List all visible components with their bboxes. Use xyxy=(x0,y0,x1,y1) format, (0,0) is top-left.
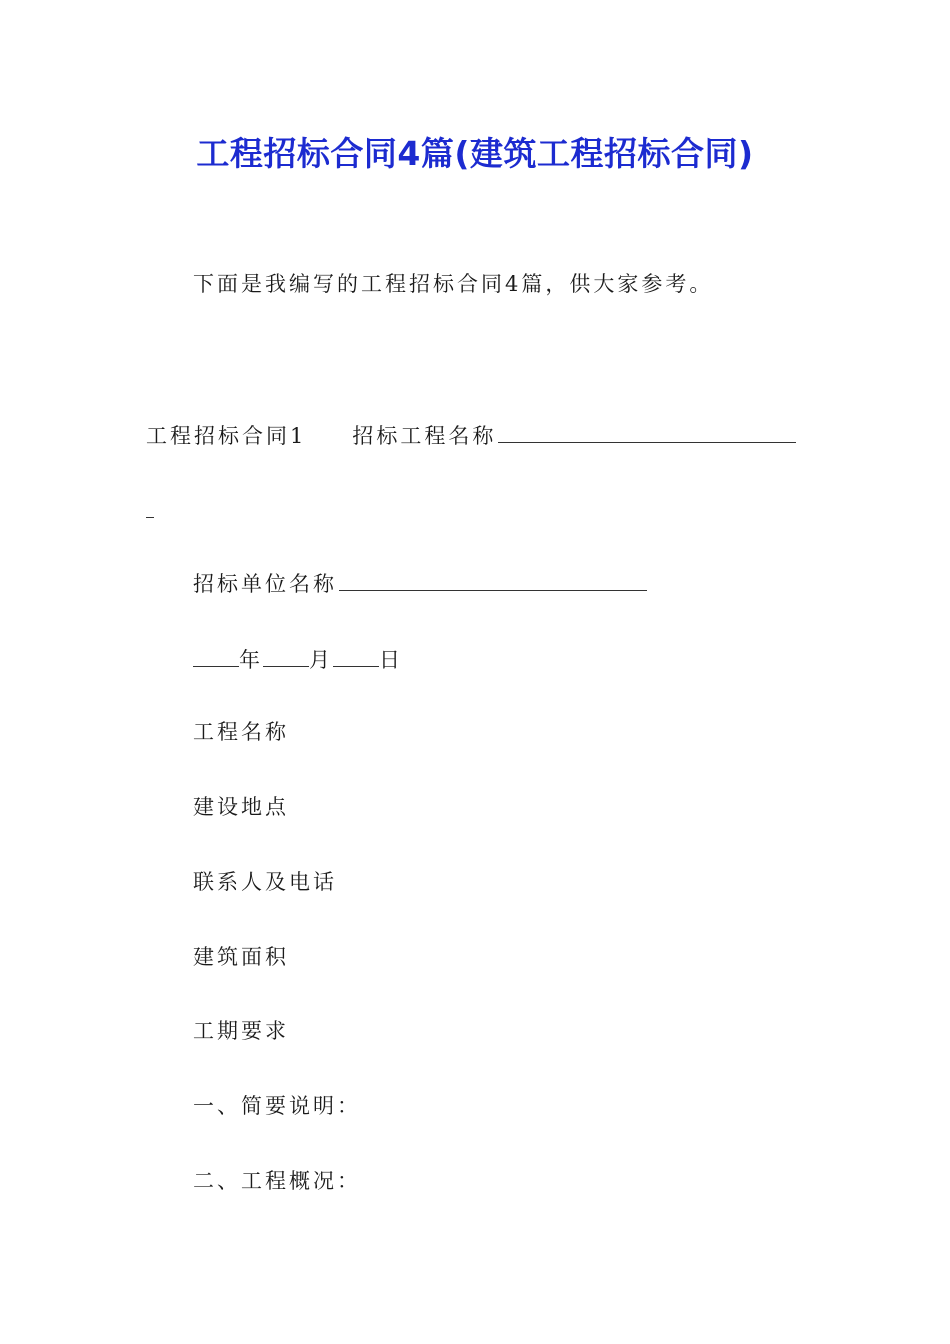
intro-paragraph: 下面是我编写的工程招标合同4篇，供大家参考。 xyxy=(193,272,714,296)
day-blank xyxy=(333,644,379,667)
year-blank xyxy=(193,644,239,667)
field-project-name: 工程名称 xyxy=(193,720,289,744)
field-floor-area: 建筑面积 xyxy=(193,945,289,969)
field-construction-site: 建设地点 xyxy=(193,795,289,819)
unit-name-label: 招标单位名称 xyxy=(193,572,337,596)
project-name-blank xyxy=(498,420,796,443)
year-label: 年 xyxy=(239,648,263,672)
field-brief-description: 一、简要说明： xyxy=(193,1094,361,1118)
month-blank xyxy=(263,644,309,667)
field-project-overview: 二、工程概况： xyxy=(193,1169,361,1193)
unit-name-line xyxy=(193,568,647,598)
date-line xyxy=(193,644,403,674)
section-heading-line xyxy=(146,420,796,450)
project-name-blank-continuation xyxy=(146,517,154,518)
day-label: 日 xyxy=(379,648,403,672)
field-schedule: 工期要求 xyxy=(193,1019,289,1043)
field-contact-phone: 联系人及电话 xyxy=(193,870,337,894)
document-title: 工程招标合同4篇(建筑工程招标合同) xyxy=(196,134,754,173)
month-label: 月 xyxy=(309,648,333,672)
project-name-label: 招标工程名称 xyxy=(352,424,497,448)
section-heading: 工程招标合同1 xyxy=(146,424,307,448)
unit-name-blank xyxy=(339,568,647,591)
